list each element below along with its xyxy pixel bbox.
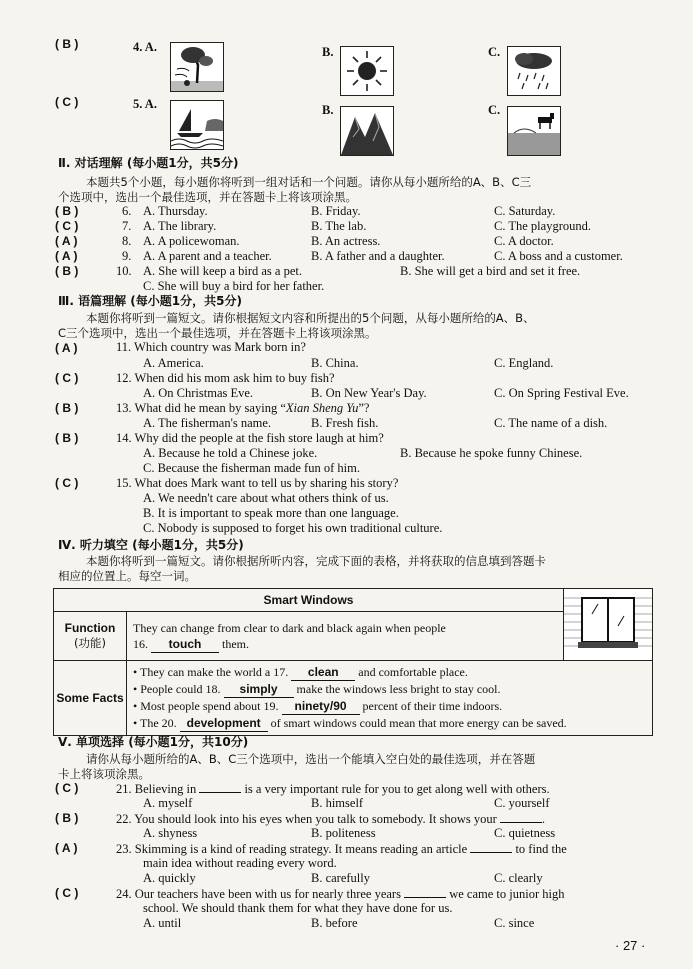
option-a: A. America.	[143, 356, 204, 370]
answer-paren: ( A )	[55, 249, 78, 263]
answer-paren: ( A )	[55, 841, 78, 855]
section-instructions: 请你从每小题所给的A、B、C三个选项中，选出一个能填入空白处的最佳选项，并在答题	[86, 752, 536, 766]
answer-20: development	[180, 715, 268, 732]
answer-paren: ( C )	[55, 886, 79, 900]
option-c-label: C.	[488, 103, 501, 117]
question-number: 10.	[116, 264, 132, 278]
section-title: Ⅴ. 单项选择 (每小题1分，共10分)	[58, 735, 249, 749]
question-stem-line2: main idea without reading every word.	[143, 856, 337, 870]
question-stem: 11. Which country was Mark born in?	[116, 340, 306, 354]
option-c: C. A boss and a customer.	[494, 249, 623, 263]
option-a: A. quickly	[143, 871, 196, 885]
window-illustration	[564, 590, 652, 656]
option-a: A. A parent and a teacher.	[143, 249, 272, 263]
option-a: A. She will keep a bird as a pet.	[143, 264, 302, 278]
option-b: B. She will get a bird and set it free.	[400, 264, 581, 278]
facts-content	[127, 661, 653, 736]
stem-text: 13. What did he mean by saying “	[116, 401, 286, 415]
fact-text: and comfortable place.	[358, 665, 468, 679]
answer-paren: ( B )	[55, 37, 79, 51]
option-c: C. She will buy a bird for her father.	[143, 279, 325, 293]
option-a: A. Thursday.	[143, 204, 208, 218]
option-a: A. On Christmas Eve.	[143, 386, 254, 400]
option-a: A. until	[143, 916, 182, 930]
question-number: 8.	[122, 234, 132, 248]
option-b: B. A father and a daughter.	[311, 249, 445, 263]
option-c: C. quietness	[494, 826, 556, 840]
function-tail: them.	[222, 636, 249, 651]
function-label-cell	[54, 612, 127, 661]
question-stem	[116, 886, 564, 902]
option-a: A. The fisherman's name.	[143, 416, 272, 430]
answer-paren: ( C )	[55, 95, 79, 109]
function-text: They can change from clear to dark and black again when people	[133, 620, 446, 635]
option-b: B. carefully	[311, 871, 371, 885]
facts-label: Some Facts	[54, 661, 127, 736]
question-stem: 15. What does Mark want to tell us by sharing his story?	[116, 476, 399, 490]
answer-paren: ( C )	[55, 219, 79, 233]
option-c: C. Saturday.	[494, 204, 556, 218]
section-title: Ⅳ. 听力填空 (每小题1分，共5分)	[58, 538, 244, 552]
answer-paren: ( B )	[55, 401, 79, 415]
fact-text: make the windows less bright to stay cool.	[296, 682, 501, 696]
option-b-label: B.	[322, 103, 334, 117]
option-b: B. politeness	[311, 826, 376, 840]
fact-text: of smart windows could mean that more energy can be saved.	[270, 716, 567, 730]
answer-paren: ( C )	[55, 371, 79, 385]
question-stem-line2: school. We should thank them for what they have done for us.	[143, 901, 453, 915]
answer-paren: ( B )	[55, 264, 79, 278]
window-illustration-cell	[564, 589, 653, 661]
table-title: Smart Windows	[54, 589, 564, 612]
option-c: C. Nobody is supposed to forget his own traditional culture.	[143, 521, 443, 535]
option-b: B. before	[311, 916, 358, 930]
section-instructions: 卡上将该项涂黑。	[58, 767, 150, 781]
stem-italic: Xian Sheng Yu	[285, 401, 359, 415]
answer-paren: ( C )	[55, 476, 79, 490]
section-title: Ⅱ. 对话理解 (每小题1分，共5分)	[58, 156, 239, 170]
option-a: A. myself	[143, 796, 193, 810]
picture-sun	[340, 46, 394, 96]
stem-text: ”?	[358, 401, 370, 415]
section-instructions: 本题你将听到一篇短文。请你根据短文内容和所提出的5个问题，从每小题所给的A、B、	[86, 311, 535, 325]
section-instructions: C三个选项中，选出一个最佳选项，并在答题卡上将该项涂黑。	[58, 326, 377, 340]
answer-paren: ( B )	[55, 204, 79, 218]
stem-text: 23. Skimming is a kind of reading strategy. It means reading an article	[116, 842, 468, 856]
option-c: C. The name of a dish.	[494, 416, 608, 430]
option-b: B. An actress.	[311, 234, 381, 248]
option-b: B. China.	[311, 356, 359, 370]
option-b: B. It is important to speak more than one language.	[143, 506, 399, 520]
option-b-label: B.	[322, 45, 334, 59]
option-c: C. clearly	[494, 871, 543, 885]
question-stem: 12. When did his mom ask him to buy fish?	[116, 371, 335, 385]
smart-windows-table	[53, 588, 653, 736]
stem-text: we came to junior high	[449, 887, 565, 901]
option-c: C. The playground.	[494, 219, 591, 233]
blank-line	[500, 811, 542, 823]
question-stem	[116, 401, 369, 416]
section-instructions: 本题共5个小题，每小题你将听到一组对话和一个问题。请你从每小题所给的A、B、C三	[86, 175, 532, 189]
picture-horse-field	[507, 106, 561, 156]
blank-line	[470, 841, 512, 853]
answer-paren: ( A )	[55, 341, 78, 355]
option-b: B. Because he spoke funny Chinese.	[400, 446, 583, 460]
fact-text: People could 18.	[140, 682, 221, 696]
picture-tree-wind	[170, 42, 224, 92]
stem-text: to find the	[515, 842, 567, 856]
answer-19: ninety/90	[282, 698, 360, 715]
section-instructions: 本题你将听到一篇短文。请你根据所听内容，完成下面的表格，并将获取的信息填到答题卡	[86, 554, 546, 568]
question-stem: 22. You should look into his eyes when you talk to somebody. It shows your .	[116, 812, 546, 826]
option-a: A. A policewoman.	[143, 234, 240, 248]
blank-line	[404, 886, 446, 898]
page-number: · 27 ·	[615, 938, 646, 953]
option-c: C. since	[494, 916, 535, 930]
answer-16: touch	[151, 636, 219, 653]
answer-paren: ( B )	[55, 431, 79, 445]
picture-mountains	[340, 106, 394, 156]
option-b: B. On New Year's Day.	[311, 386, 427, 400]
fact-text: percent of their time indoors.	[362, 699, 503, 713]
option-c: C. Because the fisherman made fun of him.	[143, 461, 360, 475]
option-a: A. We needn't care about what others think of us.	[143, 491, 389, 505]
option-b: B. Fresh fish.	[311, 416, 379, 430]
stem-text: 22. You should look into his eyes when you talk to somebody. It shows your	[116, 812, 497, 826]
question-number: 4. A.	[133, 40, 157, 54]
stem-text: is a very important rule for you to get along well with others.	[244, 782, 550, 796]
option-c: C. On Spring Festival Eve.	[494, 386, 629, 400]
function-label-zh: (功能)	[74, 636, 106, 650]
fact-item: • Most people spend about 19. ninety/90 percent of their time indoors.	[133, 699, 503, 713]
question-stem: 14. Why did the people at the fish store laugh at him?	[116, 431, 384, 445]
fact-text: The 20.	[139, 716, 177, 730]
function-line2	[133, 636, 557, 653]
answer-18: simply	[224, 681, 294, 698]
blank-line	[199, 781, 241, 793]
answer-paren: ( A )	[55, 234, 78, 248]
stem-text: 21. Believing in	[116, 782, 197, 796]
option-b: B. himself	[311, 796, 364, 810]
fact-item: • People could 18. simply make the windows less bright to stay cool.	[133, 682, 501, 696]
option-a: A. shyness	[143, 826, 198, 840]
fact-item: • They can make the world a 17. clean and comfortable place.	[133, 665, 468, 679]
option-b: B. The lab.	[311, 219, 367, 233]
option-a: A. The library.	[143, 219, 217, 233]
stem-text: 24. Our teachers have been with us for nearly three years	[116, 887, 401, 901]
section-title: Ⅲ. 语篇理解 (每小题1分，共5分)	[58, 294, 242, 308]
question-stem	[116, 841, 567, 857]
option-a: A. Because he told a Chinese joke.	[143, 446, 318, 460]
function-label: Function	[64, 621, 116, 635]
option-c-label: C.	[488, 45, 501, 59]
function-content	[127, 612, 564, 661]
picture-rain-cloud	[507, 46, 561, 96]
fact-item: • The 20. development of smart windows could mean that more energy can be saved.	[133, 716, 567, 730]
answer-paren: ( C )	[55, 781, 79, 795]
question-number: 5. A.	[133, 97, 157, 111]
question-stem	[116, 781, 550, 797]
section-instructions: 个选项中，选出一个最佳选项，并在答题卡上将该项涂黑。	[58, 190, 357, 204]
question-number: 7.	[122, 219, 132, 233]
picture-sailboat-sea	[170, 100, 224, 150]
section-instructions: 相应的位置上。每空一词。	[58, 569, 196, 583]
question-number: 6.	[122, 204, 132, 218]
answer-17: clean	[291, 664, 355, 681]
blank-number: 16.	[133, 636, 148, 651]
question-number: 9.	[122, 249, 132, 263]
option-b: B. Friday.	[311, 204, 361, 218]
fact-text: Most people spend about 19.	[140, 699, 279, 713]
option-c: C. England.	[494, 356, 554, 370]
option-c: C. A doctor.	[494, 234, 554, 248]
fact-text: They can make the world a 17.	[139, 665, 289, 679]
option-c: C. yourself	[494, 796, 550, 810]
answer-paren: ( B )	[55, 811, 79, 825]
